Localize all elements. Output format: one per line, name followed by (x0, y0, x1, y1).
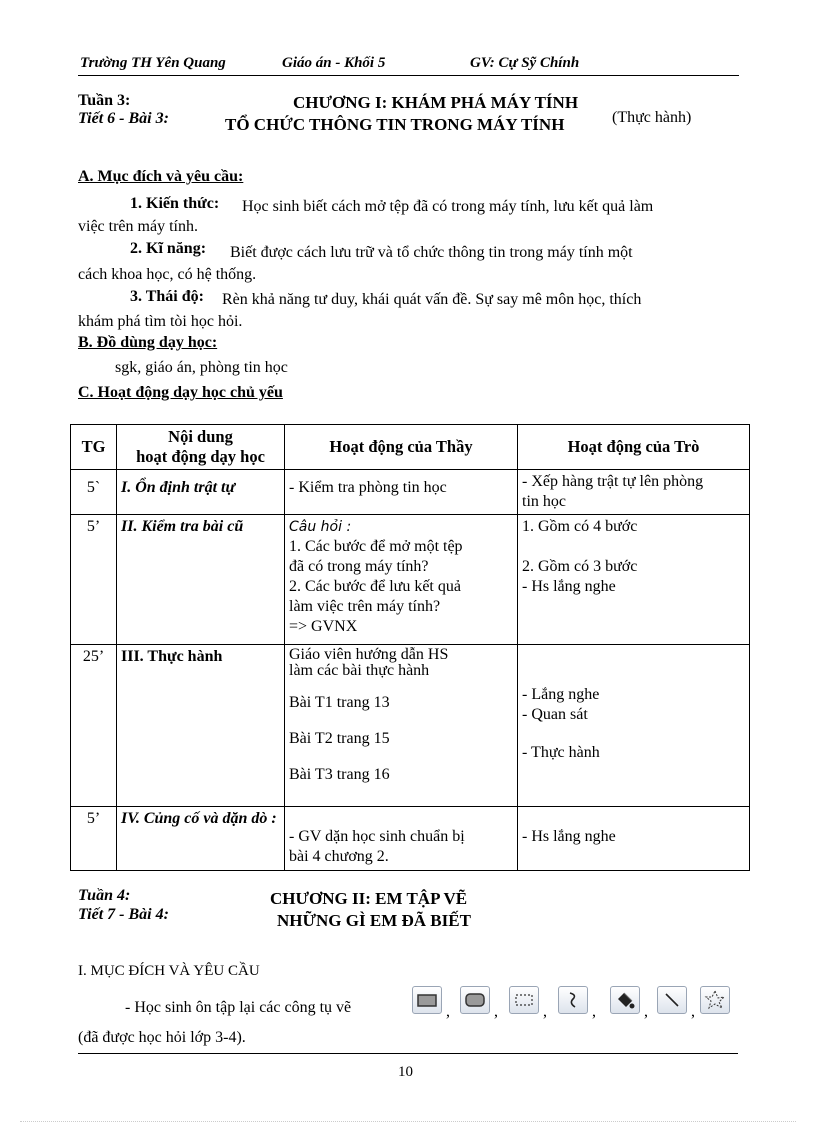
row4-tg: 5’ (71, 807, 117, 871)
section-b-heading: B. Đồ dùng dạy học: (78, 334, 218, 351)
table-row (71, 645, 750, 807)
header-student: Hoạt động của Trò (518, 425, 750, 470)
row2-student-line5: - Hs lắng nghe (522, 578, 616, 595)
row3-teacher-line3: Bài T1 trang 13 (289, 694, 390, 711)
comma-separator: , (691, 1003, 695, 1020)
fill-tool-icon (610, 986, 640, 1014)
row3-teacher-line1: Giáo viên hướng dẫn HS (289, 646, 449, 663)
section-i-note: (đã được học hỏi lớp 3-4). (78, 1029, 246, 1046)
knowledge-text-cont: việc trên máy tính. (78, 218, 198, 235)
row4-teacher (285, 807, 518, 871)
row2-teacher-line3: đã có trong máy tính? (289, 558, 429, 575)
skill-label: 2. Kĩ năng: (130, 240, 207, 257)
comma-separator: , (446, 1003, 450, 1020)
row3-teacher-line2: làm các bài thực hành (289, 662, 430, 679)
row4-student-line1: - Hs lắng nghe (522, 828, 616, 845)
table-row (71, 515, 750, 645)
row3-student (518, 645, 750, 807)
row2-student-line3 (522, 537, 745, 557)
header-plan: Giáo án - Khối 5 (282, 55, 386, 71)
row2-teacher-line1: Câu hỏi : (289, 519, 352, 535)
row1-student-line2: tin học (522, 493, 566, 510)
lesson1-title-note: (Thực hành) (612, 109, 692, 126)
row1-teacher (285, 470, 518, 515)
row2-student (518, 515, 750, 645)
select-tool-icon (509, 986, 539, 1014)
lesson1-chapter: CHƯƠNG I: KHÁM PHÁ MÁY TÍNH (293, 93, 579, 112)
row2-student-line4: 2. Gồm có 3 bước (522, 558, 638, 575)
row1-content: I. Ổn định trật tự (117, 470, 285, 515)
row2-content: II. Kiểm tra bài cũ (117, 515, 285, 645)
knowledge-label: 1. Kiến thức: (130, 195, 220, 212)
row2-teacher-line4: 2. Các bước để lưu kết quả (289, 578, 461, 595)
comma-separator: , (494, 1003, 498, 1020)
row2-student-line2: 1. Gồm có 4 bước (522, 518, 638, 535)
header-content-line2: hoạt động dạy học (136, 447, 265, 466)
curve-tool-icon (558, 986, 588, 1014)
attitude-text: Rèn khả năng tư duy, khái quát vấn đề. Sự say mê môn học, thích (222, 291, 642, 308)
section-i-text: - Học sinh ôn tập lại các công tụ vẽ (125, 999, 352, 1016)
row2-teacher (285, 515, 518, 645)
header-teacher: GV: Cự Sỹ Chính (470, 55, 580, 71)
comma-separator: , (543, 1003, 547, 1020)
row1-student (518, 470, 750, 515)
row2-tg: 5’ (71, 515, 117, 645)
row1-tg: 5` (71, 470, 117, 515)
header-content-line1: Nội dung (168, 427, 233, 446)
row1-student-line1: - Xếp hàng trật tự lên phòng (522, 473, 704, 490)
lesson1-title: TỔ CHỨC THÔNG TIN TRONG MÁY TÍNH (225, 115, 565, 134)
section-b-text: sgk, giáo án, phòng tin học (115, 359, 288, 376)
knowledge-text: Học sinh biết cách mở tệp đã có trong máy tính, lưu kết quả làm (242, 198, 654, 215)
comma-separator: , (644, 1003, 648, 1020)
attitude-text-cont: khám phá tìm tòi học hỏi. (78, 313, 243, 330)
row3-content: III. Thực hành (117, 645, 285, 807)
lesson1-period: Tiết 6 - Bài 3: (78, 110, 169, 127)
attitude-label: 3. Thái độ: (130, 288, 204, 305)
lesson1-week: Tuần 3: (78, 92, 131, 109)
lesson2-chapter: CHƯƠNG II: EM TẬP VẼ (270, 889, 468, 908)
row2-teacher-line2: 1. Các bước để mở một tệp (289, 538, 463, 555)
row3-student-line3: - Thực hành (522, 744, 600, 761)
comma-separator: , (592, 1003, 596, 1020)
section-a-heading: A. Mục đích và yêu cầu: (78, 168, 244, 185)
page-number: 10 (398, 1064, 413, 1080)
header-school: Trường TH Yên Quang (80, 55, 226, 71)
footer-rule (78, 1053, 738, 1054)
skill-text: Biết được cách lưu trữ và tổ chức thông tin trong máy tính một (230, 244, 633, 261)
header-teacher: Hoạt động của Thầy (285, 425, 518, 470)
section-i-heading: I. MỤC ĐÍCH VÀ YÊU CẦU (78, 963, 260, 979)
table-header-row (71, 425, 750, 470)
free-select-tool-icon (700, 986, 730, 1014)
row3-teacher-line5: Bài T3 trang 16 (289, 766, 390, 783)
row3-teacher (285, 645, 518, 807)
lesson2-title: NHỮNG GÌ EM ĐÃ BIẾT (277, 911, 471, 930)
header-content (117, 425, 285, 470)
row1-teacher-line: - Kiểm tra phòng tin học (289, 479, 447, 496)
lesson2-period: Tiết 7 - Bài 4: (78, 906, 169, 923)
row2-teacher-line6: => GVNX (289, 618, 358, 635)
row4-teacher-line1: - GV dặn học sinh chuẩn bị (289, 828, 465, 845)
row3-student-line1: - Lắng nghe (522, 686, 600, 703)
row3-tg: 25’ (71, 645, 117, 807)
header-tg: TG (71, 425, 117, 470)
row3-teacher-line4: Bài T2 trang 15 (289, 730, 390, 747)
section-c-heading: C. Hoạt động dạy học chủ yếu (78, 384, 283, 401)
table-row (71, 807, 750, 871)
row4-teacher-line2: bài 4 chương 2. (289, 848, 389, 865)
skill-text-cont: cách khoa học, có hệ thống. (78, 266, 257, 283)
table-row (71, 470, 750, 515)
page-edge (20, 1121, 796, 1122)
line-tool-icon (657, 986, 687, 1014)
lesson2-week: Tuần 4: (78, 887, 131, 904)
row3-student-line2: - Quan sát (522, 706, 588, 723)
row4-student (518, 807, 750, 871)
rectangle-tool-icon (412, 986, 442, 1014)
activities-table (70, 424, 750, 871)
header-rule (78, 75, 739, 76)
rounded-rectangle-tool-icon (460, 986, 490, 1014)
row4-content: IV. Củng cố và dặn dò : (117, 807, 285, 871)
row2-teacher-line5: làm việc trên máy tính? (289, 598, 441, 615)
